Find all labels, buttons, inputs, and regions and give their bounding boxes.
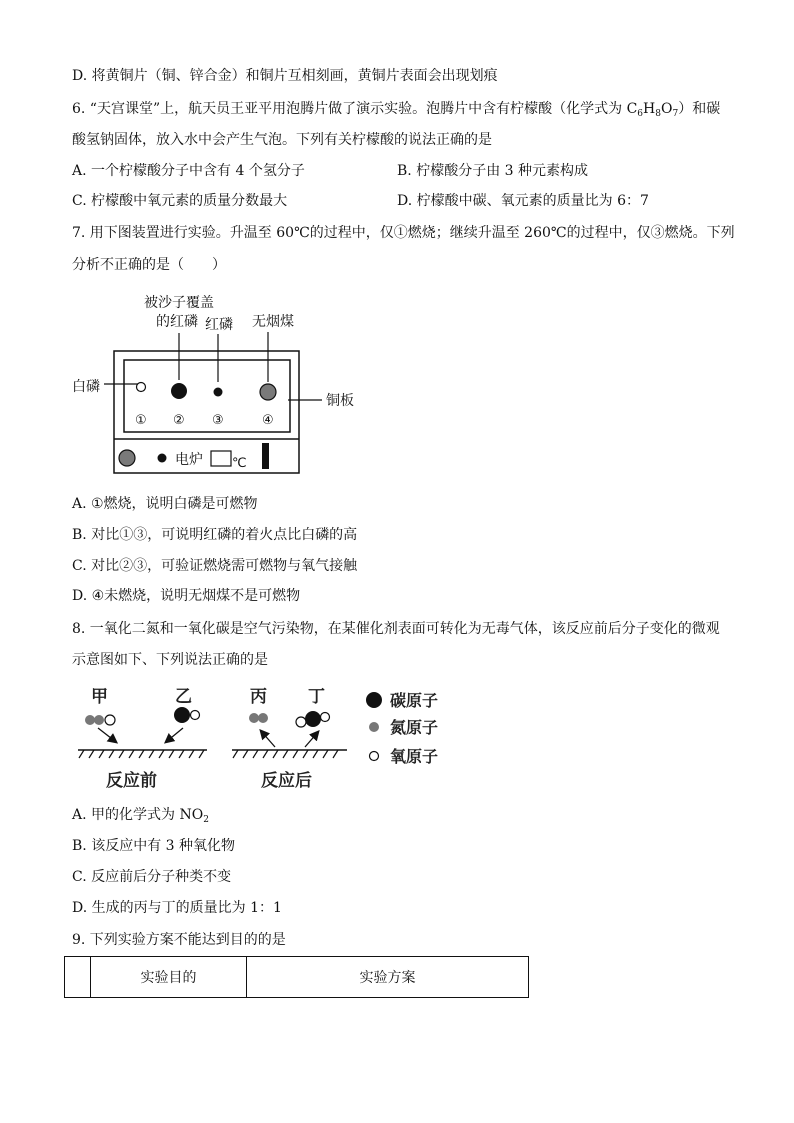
formula-sub: 8: [655, 109, 661, 119]
covered-red-phosphorus-sample: [171, 383, 187, 399]
formula-sub: 7: [672, 109, 679, 119]
q9-plan-table: [64, 956, 529, 998]
number-1: ①: [135, 413, 147, 428]
q6-stem-line2: 酸氢钠固体，放入水中会产生气泡。下列有关柠檬酸的说法正确的是: [72, 132, 492, 148]
q9-stem: 9. 下列实验方案不能达到目的的是: [72, 932, 286, 948]
label-anthracite: 无烟煤: [252, 314, 294, 330]
carbon-atom: [174, 707, 190, 723]
q8-molecule-figure: [72, 682, 462, 801]
label-yi: 乙: [175, 687, 192, 707]
label-after-reaction: 反应后: [261, 771, 312, 791]
arrow-icon: [166, 728, 183, 742]
q8-option-a: [72, 805, 209, 830]
arrow-icon: [261, 731, 275, 747]
table-header-row: [65, 957, 529, 998]
q6-stem-line1: [72, 99, 720, 124]
label-white-phosphorus: 白磷: [72, 379, 100, 395]
anthracite-sample: [260, 384, 276, 400]
q7-stem-line1: 7. 用下图装置进行实验。升温至 60℃的过程中，仅①燃烧；继续升温至 260℃的过程中，仅③燃烧。下列: [72, 225, 735, 241]
q8-option-b: B. 该反应中有 3 种氧化物: [72, 838, 235, 854]
oxygen-atom: [296, 717, 306, 727]
label-covered-red-p-2: 的红磷: [156, 314, 198, 330]
q8-stem-line2: 示意图如下、下列说法正确的是: [72, 652, 268, 668]
white-phosphorus-sample: [137, 383, 146, 392]
label-electric-stove: 电炉: [175, 452, 203, 468]
label-ding: 丁: [308, 687, 325, 707]
formula-sub: 2: [203, 815, 209, 825]
label-copper-plate: 铜板: [326, 393, 354, 409]
nitrogen-atom: [258, 713, 268, 723]
q7-option-d: D. ④未燃烧，说明无烟煤不是可燃物: [72, 588, 301, 604]
q7-option-a: A. ①燃烧，说明白磷是可燃物: [72, 496, 258, 512]
table-header-cell: 实验方案: [247, 957, 529, 998]
q8-option-d: D. 生成的丙与丁的质量比为 1：1: [72, 900, 282, 916]
q8-stem-line1: 8. 一氧化二氮和一氧化碳是空气污染物，在某催化剂表面可转化为无毒气体，该反应前后分子变化的微观: [72, 621, 720, 637]
label-bing: 丙: [250, 687, 267, 707]
oxygen-atom: [191, 711, 200, 720]
red-phosphorus-sample: [214, 388, 223, 397]
stove-knob-icon: [119, 450, 135, 466]
formula-element: H: [643, 101, 656, 117]
arrow-icon: [305, 732, 318, 747]
q6-stem-text: 6. “天宫课堂”上，航天员王亚平用泡腾片做了演示实验。泡腾片中含有柠檬酸（化学式为 C: [72, 101, 638, 117]
label-jia: 甲: [91, 687, 108, 707]
q6-option-d: D. 柠檬酸中碳、氧元素的质量比为 6：7: [397, 193, 649, 209]
stove-switch: [262, 443, 269, 469]
label-covered-red-p-1: 被沙子覆盖: [144, 295, 214, 311]
q7-stem-line2: 分析不正确的是（ ）: [72, 257, 226, 273]
formula-sub: 6: [637, 109, 644, 119]
oxygen-atom: [105, 715, 115, 725]
legend-nitrogen-icon: [369, 722, 379, 732]
legend-nitrogen-label: 氮原子: [390, 718, 439, 737]
catalyst-surface-after: [232, 750, 347, 758]
q5-option-d: D. 将黄铜片（铜、锌合金）和铜片互相刻画，黄铜片表面会出现划痕: [72, 68, 498, 84]
q8-option-a-text: A. 甲的化学式为 NO: [72, 807, 204, 823]
table-header-cell: 实验目的: [91, 957, 247, 998]
q7-option-c: C. 对比②③，可验证燃烧需可燃物与氧气接触: [72, 558, 358, 574]
q6-option-c: C. 柠檬酸中氧元素的质量分数最大: [72, 193, 288, 209]
label-red-phosphorus: 红磷: [205, 317, 233, 333]
legend-carbon-label: 碳原子: [390, 691, 439, 710]
apparatus-outer-box: [114, 351, 299, 473]
legend-oxygen-label: 氧原子: [390, 747, 439, 766]
label-before-reaction: 反应前: [106, 771, 157, 791]
table-header-cell: [65, 957, 91, 998]
number-2: ②: [173, 413, 185, 428]
q7-apparatus-figure: [60, 288, 380, 482]
temperature-display: [211, 451, 231, 466]
q8-option-c: C. 反应前后分子种类不变: [72, 869, 232, 885]
nitrogen-atom: [85, 715, 95, 725]
carbon-atom: [305, 711, 321, 727]
q6-option-b: B. 柠檬酸分子由 3 种元素构成: [397, 163, 588, 179]
q6-option-a: A. 一个柠檬酸分子中含有 4 个氢分子: [72, 163, 305, 179]
catalyst-surface-before: [78, 750, 207, 758]
oxygen-atom: [321, 713, 330, 722]
legend-carbon-icon: [366, 692, 382, 708]
number-4: ④: [262, 413, 274, 428]
q6-stem-text-end: ）和碳: [678, 101, 721, 117]
formula-element: O: [660, 101, 673, 117]
nitrogen-atom: [249, 713, 259, 723]
q7-option-b: B. 对比①③，可说明红磷的着火点比白磷的高: [72, 527, 358, 543]
nitrogen-atom: [94, 715, 104, 725]
number-3: ③: [212, 413, 224, 428]
stove-indicator-icon: [158, 454, 167, 463]
label-celsius: ℃: [232, 456, 247, 471]
legend-oxygen-icon: [370, 752, 379, 761]
arrow-icon: [98, 728, 116, 742]
